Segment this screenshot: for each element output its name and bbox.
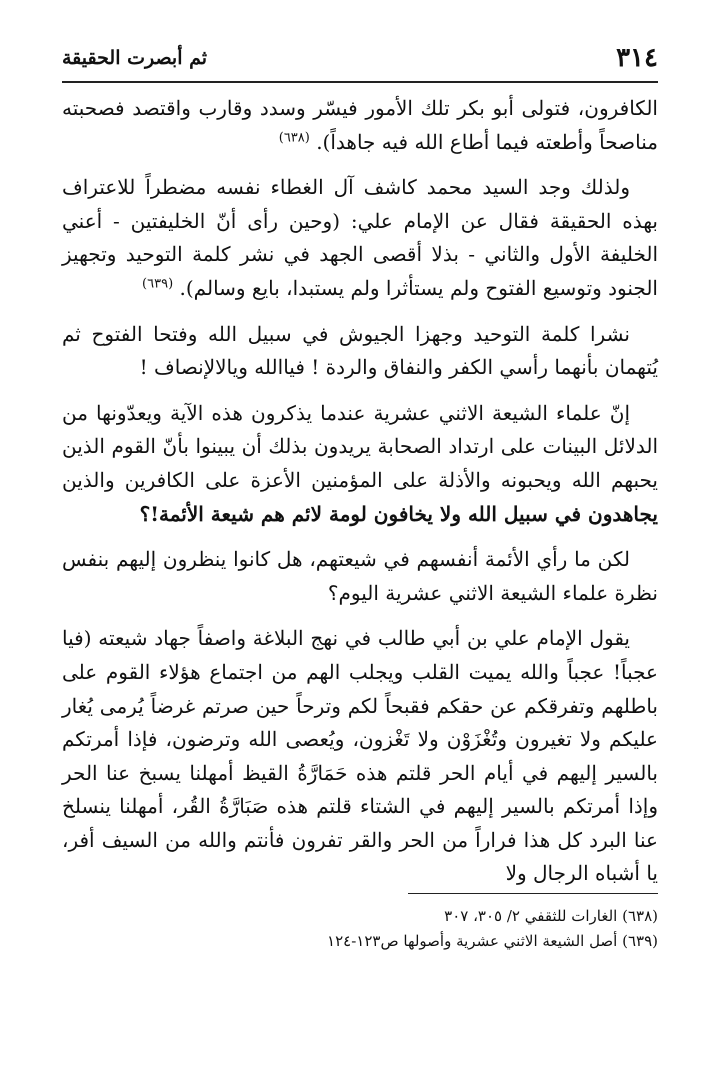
footnotes — [62, 904, 658, 954]
footnote-638: (٦٣٨) الغارات للثقفي ٢/ ٣٠٥، ٣٠٧ — [444, 907, 658, 925]
paragraph-1 — [62, 92, 658, 159]
running-title: ثم أبصرت الحقيقة — [62, 47, 208, 69]
paragraph-3 — [62, 318, 658, 385]
paragraph-bold-tail: يجاهدون في سبيل الله ولا يخافون لومة لائم هم شيعة الأئمة!؟ — [139, 501, 658, 526]
paragraph-5 — [62, 543, 658, 610]
header-rule — [62, 81, 658, 83]
paragraph-2 — [62, 171, 658, 305]
page-number: ٣١٤ — [616, 43, 658, 73]
paragraph-text: ولذلك وجد السيد محمد كاشف آل الغطاء نفسه مضطراً للاعتراف بهذه الحقيقة فقال عن الإمام علي: (وحين رأى أنّ الخليفتين - أعني الخليفة الأول والثاني - بذلا أقصى الجهد في نشر كلمة التوحيد وتجهيز الجنود وتوسيع الفتوح ولم يستأثرا ولم يستبدا، بايع وسالم). — [62, 175, 658, 300]
paragraph-text: نشرا كلمة التوحيد وجهزا الجيوش في سبيل الله وفتحا الفتوح ثم يُتهمان بأنهما رأسي الكفر والنفاق والردة ! فياالله ويالالإنصاف ! — [62, 321, 658, 380]
paragraph-4 — [62, 397, 658, 531]
paragraph-text: الكافرون، فتولى أبو بكر تلك الأمور فيسّر وسدد وقارب واقتصد فصحبته مناصحاً وأطعته فيما أطاع الله فيه جاهداً). — [62, 96, 658, 154]
paragraph-text: إنّ علماء الشيعة الاثني عشرية عندما يذكرون هذه الآية ويعدّونها من الدلائل البينات على ارتداد الصحابة يريدون بذلك أن يبينوا بأنّ القوم الذين يحبهم الله ويحبونه والأذلة على المؤمنين الأعزة على الكافرين والذين — [62, 400, 658, 492]
footnote-639: (٦٣٩) أصل الشيعة الاثني عشرية وأصولها ص١٢٣-١٢٤ — [327, 932, 658, 950]
paragraph-6 — [62, 622, 658, 891]
paragraph-text: لكن ما رأي الأئمة أنفسهم في شيعتهم، هل كانوا ينظرون إليهم بنفس نظرة علماء الشيعة الاثني عشرية اليوم؟ — [62, 547, 658, 605]
footnote-ref-638[interactable]: (٦٣٨) — [278, 129, 310, 145]
body-text — [62, 92, 658, 903]
paragraph-text: يقول الإمام علي بن أبي طالب في نهج البلاغة واصفاً جهاد شيعته (فيا عجباً! عجباً والله يميت القلب ويجلب الهم من اجتماع هؤلاء القوم على باطلهم وتفرقكم عن حقكم فقبحاً لكم وترحاً حين صرتم غرضاً يُرمى يُغار عليكم ولا تغيرون وتُغْزَوْن ولا تَغْزون، ويُعصى الله وترضون، فإذا أمرتكم بالسير إليهم في أيام الحر قلتم هذه حَمَارَّةُ القيظ أمهلنا يسبخ عنا الحر وإذا أمرتكم بالسير إليهم في الشتاء قلتم هذه صَبَارَّةُ القُر، أمهلنا ينسلخ عنا البرد كل هذا فراراً من الحر والقر تفرون فأنتم والله من السيف أفر، يا أشباه الرجال ولا — [62, 626, 658, 886]
page-header — [62, 40, 658, 80]
footnote-rule — [408, 893, 658, 894]
footnote-ref-639[interactable]: (٦٣٩) — [142, 276, 174, 292]
